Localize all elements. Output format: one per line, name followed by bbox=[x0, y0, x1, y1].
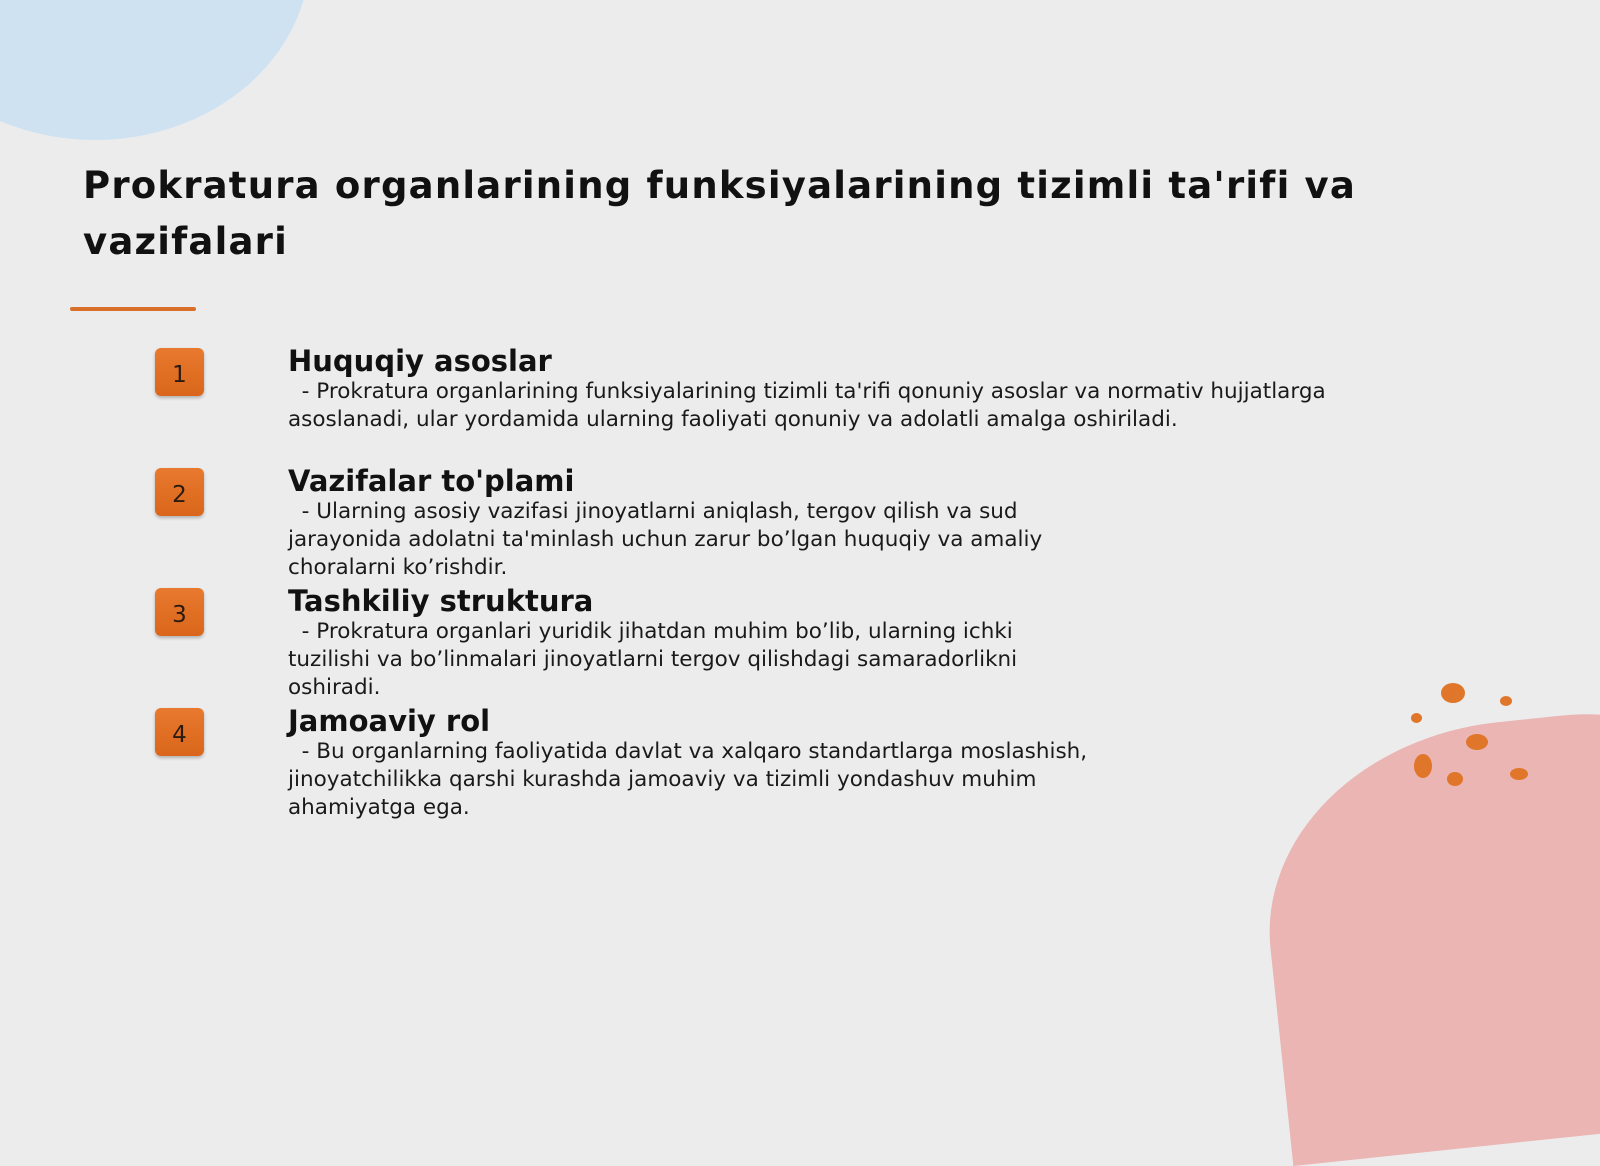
decorative-blue-blob bbox=[0, 0, 310, 140]
number-badge-1: 1 bbox=[155, 348, 204, 396]
decorative-dot bbox=[1441, 683, 1465, 703]
decorative-dot bbox=[1500, 696, 1512, 706]
decorative-dot bbox=[1414, 754, 1432, 778]
item-text: - Prokratura organlarining funksiyalarining tizimli ta'rifi qonuniy asoslar va normativ hujjatlarga asoslanadi, ular yordamida ularning faoliyati qonuniy va adolatli amalga oshiriladi. bbox=[288, 379, 1333, 432]
item-text: - Bu organlarning faoliyatida davlat va xalqaro standartlarga moslashish, jinoyatchilikka qarshi kurashda jamoaviy va tizimli yondashuv muhim ahamiyatga ega. bbox=[288, 739, 1094, 820]
number-badge-4: 4 bbox=[155, 708, 204, 756]
number-badge-3: 3 bbox=[155, 588, 204, 636]
item-title: Jamoaviy rol bbox=[288, 704, 491, 738]
item-title: Huquqiy asoslar bbox=[288, 344, 552, 378]
decorative-dot bbox=[1447, 772, 1463, 786]
title-accent-line bbox=[70, 307, 196, 311]
decorative-dot bbox=[1411, 713, 1422, 723]
list-item-4 bbox=[288, 704, 1108, 822]
list-item-3 bbox=[288, 584, 1068, 702]
list-item-2 bbox=[288, 464, 1068, 582]
number-badge-2: 2 bbox=[155, 468, 204, 516]
slide-title: Prokratura organlarining funksiyalarining tizimli ta'rifi va vazifalari bbox=[83, 164, 1357, 263]
list-item-1 bbox=[288, 344, 1378, 434]
item-title: Vazifalar to'plami bbox=[288, 464, 575, 498]
decorative-dot bbox=[1466, 734, 1488, 750]
item-title: Tashkiliy struktura bbox=[288, 584, 594, 618]
decorative-dot bbox=[1510, 768, 1528, 780]
item-text: - Prokratura organlari yuridik jihatdan muhim bo’lib, ularning ichki tuzilishi va bo’linmalari jinoyatlarni tergov qilishdagi samaradorlikni oshiradi. bbox=[288, 619, 1024, 700]
item-text: - Ularning asosiy vazifasi jinoyatlarni aniqlash, tergov qilish va sud jarayonida adolatni ta'minlash uchun zarur bo’lgan huquqiy va amaliy choralarni ko’rishdir. bbox=[288, 499, 1050, 580]
